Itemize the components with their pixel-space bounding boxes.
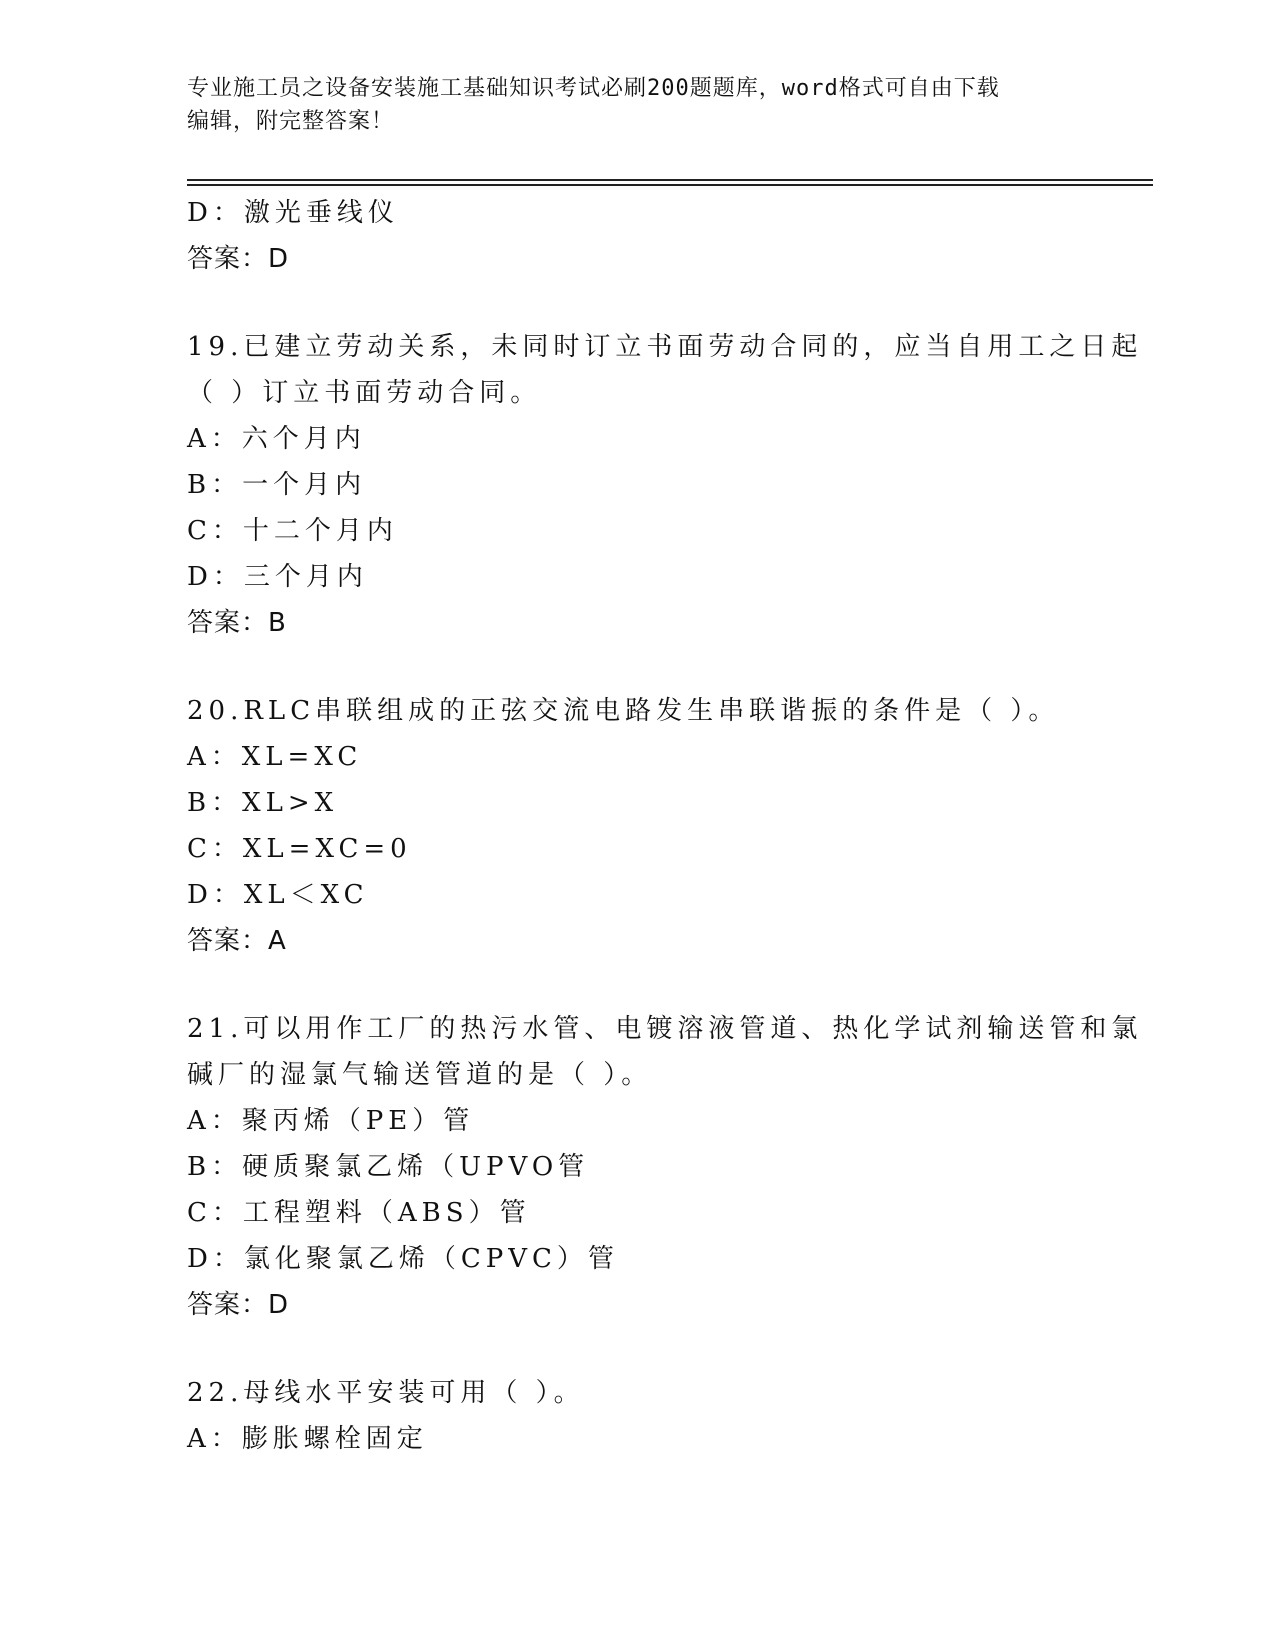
question-text: 19.已建立劳动关系，未同时订立书面劳动合同的，应当自用工之日起 — [187, 332, 1143, 362]
option-d: D：XL＜XC — [187, 880, 369, 910]
answer: 答案：D — [187, 1290, 290, 1320]
option-d: D：三个月内 — [187, 562, 368, 592]
option-a: A：六个月内 — [187, 424, 366, 454]
option-c: C：XL=XC=0 — [187, 834, 412, 864]
option-a: A：膨胀螺栓固定 — [187, 1424, 428, 1454]
answer: 答案：A — [187, 926, 287, 956]
document-header — [187, 72, 1087, 138]
option-c: C：工程塑料（ABS）管 — [187, 1198, 531, 1228]
option-d: D：激光垂线仪 — [187, 198, 399, 228]
answer: 答案：B — [187, 608, 287, 638]
option-a: A：XL=XC — [187, 742, 363, 772]
question-19 — [187, 324, 1143, 646]
option-b: B：XL>X — [187, 788, 339, 818]
option-d: D：氯化聚氯乙烯（CPVC）管 — [187, 1244, 619, 1274]
header-divider-top — [187, 179, 1153, 181]
document-body — [187, 190, 1143, 1462]
question-text-cont: 碱厂的湿氯气输送管道的是（ ）。 — [187, 1060, 653, 1090]
question-text: 21.可以用作工厂的热污水管、电镀溶液管道、热化学试剂输送管和氯 — [187, 1014, 1143, 1044]
question-20 — [187, 688, 1087, 964]
question-22 — [187, 1370, 1087, 1462]
question-text-cont: （ ）订立书面劳动合同。 — [187, 378, 542, 408]
question-21 — [187, 1006, 1143, 1328]
option-c: C：十二个月内 — [187, 516, 398, 546]
header-divider-bottom — [187, 184, 1153, 186]
header-line-1: 专业施工员之设备安装施工基础知识考试必刷200题题库，word格式可自由下载 — [187, 76, 1000, 101]
answer: 答案：D — [187, 244, 290, 274]
header-line-2: 编辑，附完整答案！ — [187, 109, 395, 134]
option-a: A：聚丙烯（PE）管 — [187, 1106, 475, 1136]
option-b: B：一个月内 — [187, 470, 367, 500]
question-text: 20.RLC串联组成的正弦交流电路发生串联谐振的条件是（ ）。 — [187, 696, 1060, 726]
option-b: B：硬质聚氯乙烯（UPVO管 — [187, 1152, 590, 1182]
question-18-tail — [187, 190, 1087, 282]
question-text: 22.母线水平安装可用（ ）。 — [187, 1378, 585, 1408]
